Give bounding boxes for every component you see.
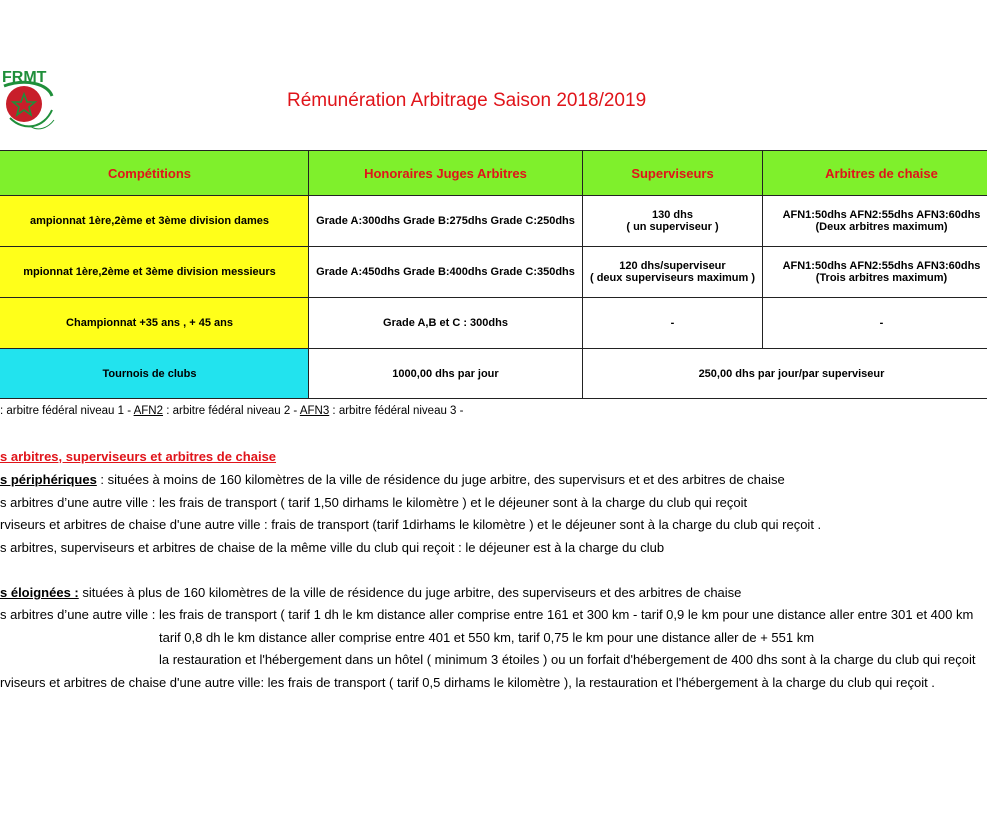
periph-text: : situées à moins de 160 kilomètres de la ville de résidence du juge arbitre, des supervisurs et et des arbitres de chaise	[96, 472, 785, 487]
header-arbitres-chaise: Arbitres de chaise	[763, 151, 987, 196]
superviseurs-note: ( un superviseur )	[626, 221, 719, 233]
page-title: Rémunération Arbitrage Saison 2018/2019	[287, 90, 647, 111]
afn3-abbr: AFN3	[299, 405, 330, 417]
section-title: s arbitres, superviseurs et arbitres de chaise	[0, 449, 277, 464]
honoraires-cell: Grade A:450dhs Grade B:400dhs Grade C:350dhs	[309, 247, 583, 298]
afn-legend	[0, 405, 463, 417]
competition-cell: mpionnat 1ère,2ème et 3ème division messieurs	[0, 247, 309, 298]
eloign-line-2: tarif 0,8 dh le km distance aller comprise entre 401 et 550 km, tarif 0,75 le km pour une distance aller de + 551 km	[159, 630, 815, 645]
table-row	[0, 247, 987, 298]
eloign-line-1: s arbitres d’une autre ville : les frais de transport ( tarif 1 dh le km distance aller comprise entre 161 et 300 km - tarif 0,9 le km pour une distance aller entre 301 et 400 km	[0, 607, 974, 622]
periph-line-3: s arbitres, superviseurs et arbitres de chaise de la même ville du club qui reçoit : le déjeuner est à la charge du club	[0, 540, 665, 555]
table-header-row	[0, 151, 987, 196]
arbitres-note: (Deux arbitres maximum)	[815, 221, 948, 233]
periph-line-1: s arbitres d’une autre ville : les frais de transport ( tarif 1,50 dirhams le kilomètre ) et le déjeuner sont à la charge du club qui reçoit	[0, 495, 748, 510]
honoraires-cell: 1000,00 dhs par jour	[309, 349, 583, 399]
table-row	[0, 196, 987, 247]
eloign-line-3: la restauration et l'hébergement dans un hôtel ( minimum 3 étoiles ) ou un forfait d'hébergement de 400 dhs sont à la charge du club qui reçoit	[159, 652, 976, 667]
superviseurs-cell	[583, 247, 763, 298]
arbitres-note: (Trois arbitres maximum)	[815, 272, 948, 284]
afn-legend-part1: : arbitre fédéral niveau 1 -	[0, 405, 134, 417]
header-superviseurs: Superviseurs	[583, 151, 763, 196]
header-competitions: Compétitions	[0, 151, 309, 196]
afn2-abbr: AFN2	[133, 405, 164, 417]
table-row	[0, 349, 987, 399]
superviseurs-amount: 120 dhs/superviseur	[619, 260, 726, 272]
table-row	[0, 298, 987, 349]
periph-heading	[0, 472, 785, 487]
afn-legend-part3: : arbitre fédéral niveau 3 -	[329, 405, 464, 417]
arbitres-cell	[763, 247, 987, 298]
honoraires-cell: Grade A:300dhs Grade B:275dhs Grade C:250dhs	[309, 196, 583, 247]
header-honoraires: Honoraires Juges Arbitres	[309, 151, 583, 196]
frmt-logo	[0, 62, 58, 146]
eloign-label: s éloignées :	[0, 585, 79, 600]
superviseurs-note: ( deux superviseurs maximum )	[589, 272, 756, 284]
eloign-text: situées à plus de 160 kilomètres de la ville de résidence du juge arbitre, des superviseurs et des arbitres de chaise	[78, 585, 742, 600]
competition-cell: Tournois de clubs	[0, 349, 309, 399]
superviseurs-amount: 130 dhs	[652, 209, 693, 221]
afn-legend-part2: : arbitre fédéral niveau 2 -	[163, 405, 300, 417]
arbitres-rates: AFN1:50dhs AFN2:55dhs AFN3:60dhs	[782, 209, 981, 221]
superviseurs-cell: -	[583, 298, 763, 349]
superviseurs-merged-cell: 250,00 dhs par jour/par superviseur	[583, 349, 987, 399]
eloign-heading	[0, 585, 741, 600]
honoraires-cell: Grade A,B et C : 300dhs	[309, 298, 583, 349]
remuneration-table	[0, 150, 987, 399]
competition-cell: ampionnat 1ère,2ème et 3ème division dames	[0, 196, 309, 247]
superviseurs-cell	[583, 196, 763, 247]
arbitres-cell	[763, 196, 987, 247]
logo-text: FRMT	[2, 69, 47, 86]
arbitres-rates: AFN1:50dhs AFN2:55dhs AFN3:60dhs	[782, 260, 981, 272]
periph-label: s périphériques	[0, 472, 97, 487]
eloign-line-4: rviseurs et arbitres de chaise d'une autre ville: les frais de transport ( tarif 0,5 dirhams le kilomètre ), la restauration et l'hébergement à la charge du club qui reçoit .	[0, 675, 935, 690]
competition-cell: Championnat +35 ans , + 45 ans	[0, 298, 309, 349]
arbitres-cell: -	[763, 298, 987, 349]
periph-line-2: rviseurs et arbitres de chaise d'une autre ville : frais de transport (tarif 1dirhams le kilomètre ) et le déjeuner sont à la charge du club qui reçoit .	[0, 517, 822, 532]
